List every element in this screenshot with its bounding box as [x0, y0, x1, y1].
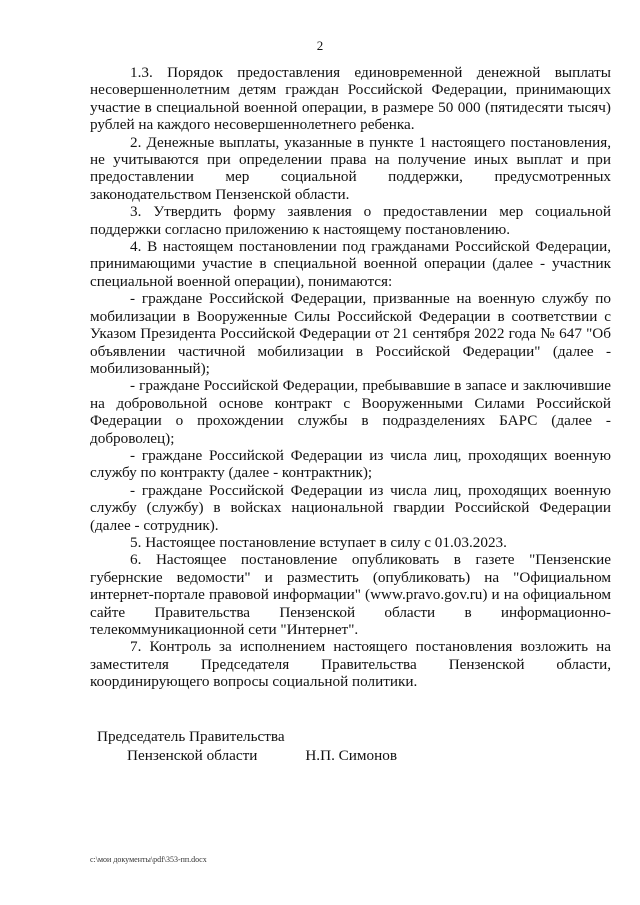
- file-path-footer: c:\мои документы\pdf\353-пп.docx: [90, 855, 207, 864]
- signature-block: [97, 727, 497, 765]
- signature-line2: [97, 746, 497, 765]
- paragraph-1-3: 1.3. Порядок предоставления единовременной денежной выплаты несовершеннолетним детям граждан Российской Федерации, принимающих участие в специальной военной операции, в размере 50 000 (пятидесяти тысяч) рублей на каждого несовершеннолетнего ребенка.: [90, 64, 611, 134]
- paragraph-4: 4. В настоящем постановлении под гражданами Российской Федерации, принимающими участие в специальной военной операции (далее - участник специальной военной операции), понимаются:: [90, 238, 611, 290]
- signatory-name: Н.П. Симонов: [305, 747, 398, 764]
- signature-title-line2: Пензенской области: [127, 747, 258, 764]
- paragraph-4-item-volunteer: - граждане Российской Федерации, пребывавшие в запасе и заключившие на добровольной основе контракт с Вооруженными Силами Российской Федерации о прохождении службы в подразделениях БАРС (далее - доброволец);: [90, 377, 611, 447]
- paragraph-5: 5. Настоящее постановление вступает в силу с 01.03.2023.: [130, 533, 507, 551]
- page-number: 2: [316, 38, 324, 53]
- paragraph-3: 3. Утвердить форму заявления о предоставлении мер социальной поддержки согласно приложению к настоящему постановлению.: [90, 203, 611, 238]
- document-body: [90, 64, 611, 691]
- paragraph-2: 2. Денежные выплаты, указанные в пункте 1 настоящего постановления, не учитываются при определении права на получение иных выплат и при предоставлении мер социальной поддержки, предусмотренных законодательством Пензенской области.: [90, 133, 611, 203]
- paragraph-7: 7. Контроль за исполнением настоящего постановления возложить на заместителя Председателя Правительства Пензенской области, координирующего вопросы социальной политики.: [90, 638, 611, 691]
- paragraph-6: 6. Настоящее постановление опубликовать в газете "Пензенские губернские ведомости" и разместить (опубликовать) на "Официальном интернет-портале правовой информации" (www.pravo.gov.ru) и на официальном сайте Правительства Пензенской области в информационно-телекоммуникационной сети "Интернет".: [90, 551, 611, 638]
- paragraph-4-item-employee: - граждане Российской Федерации из числа лиц, проходящих военную службу (службу) в войсках национальной гвардии Российской Федерации (далее - сотрудник).: [90, 481, 611, 534]
- signature-title-line1: Председатель Правительства: [97, 728, 285, 745]
- paragraph-4-item-mobilized: - граждане Российской Федерации, призванные на военную службу по мобилизации в Вооруженные Силы Российской Федерации в соответствии с Указом Президента Российской Федерации от 21 сентября 2022 года № 647 "Об объявлении частичной мобилизации в Российской Федерации" (далее - мобилизованный);: [90, 290, 611, 377]
- paragraph-4-item-contractor: - граждане Российской Федерации из числа лиц, проходящих военную службу по контракту (далее - контрактник);: [90, 446, 611, 482]
